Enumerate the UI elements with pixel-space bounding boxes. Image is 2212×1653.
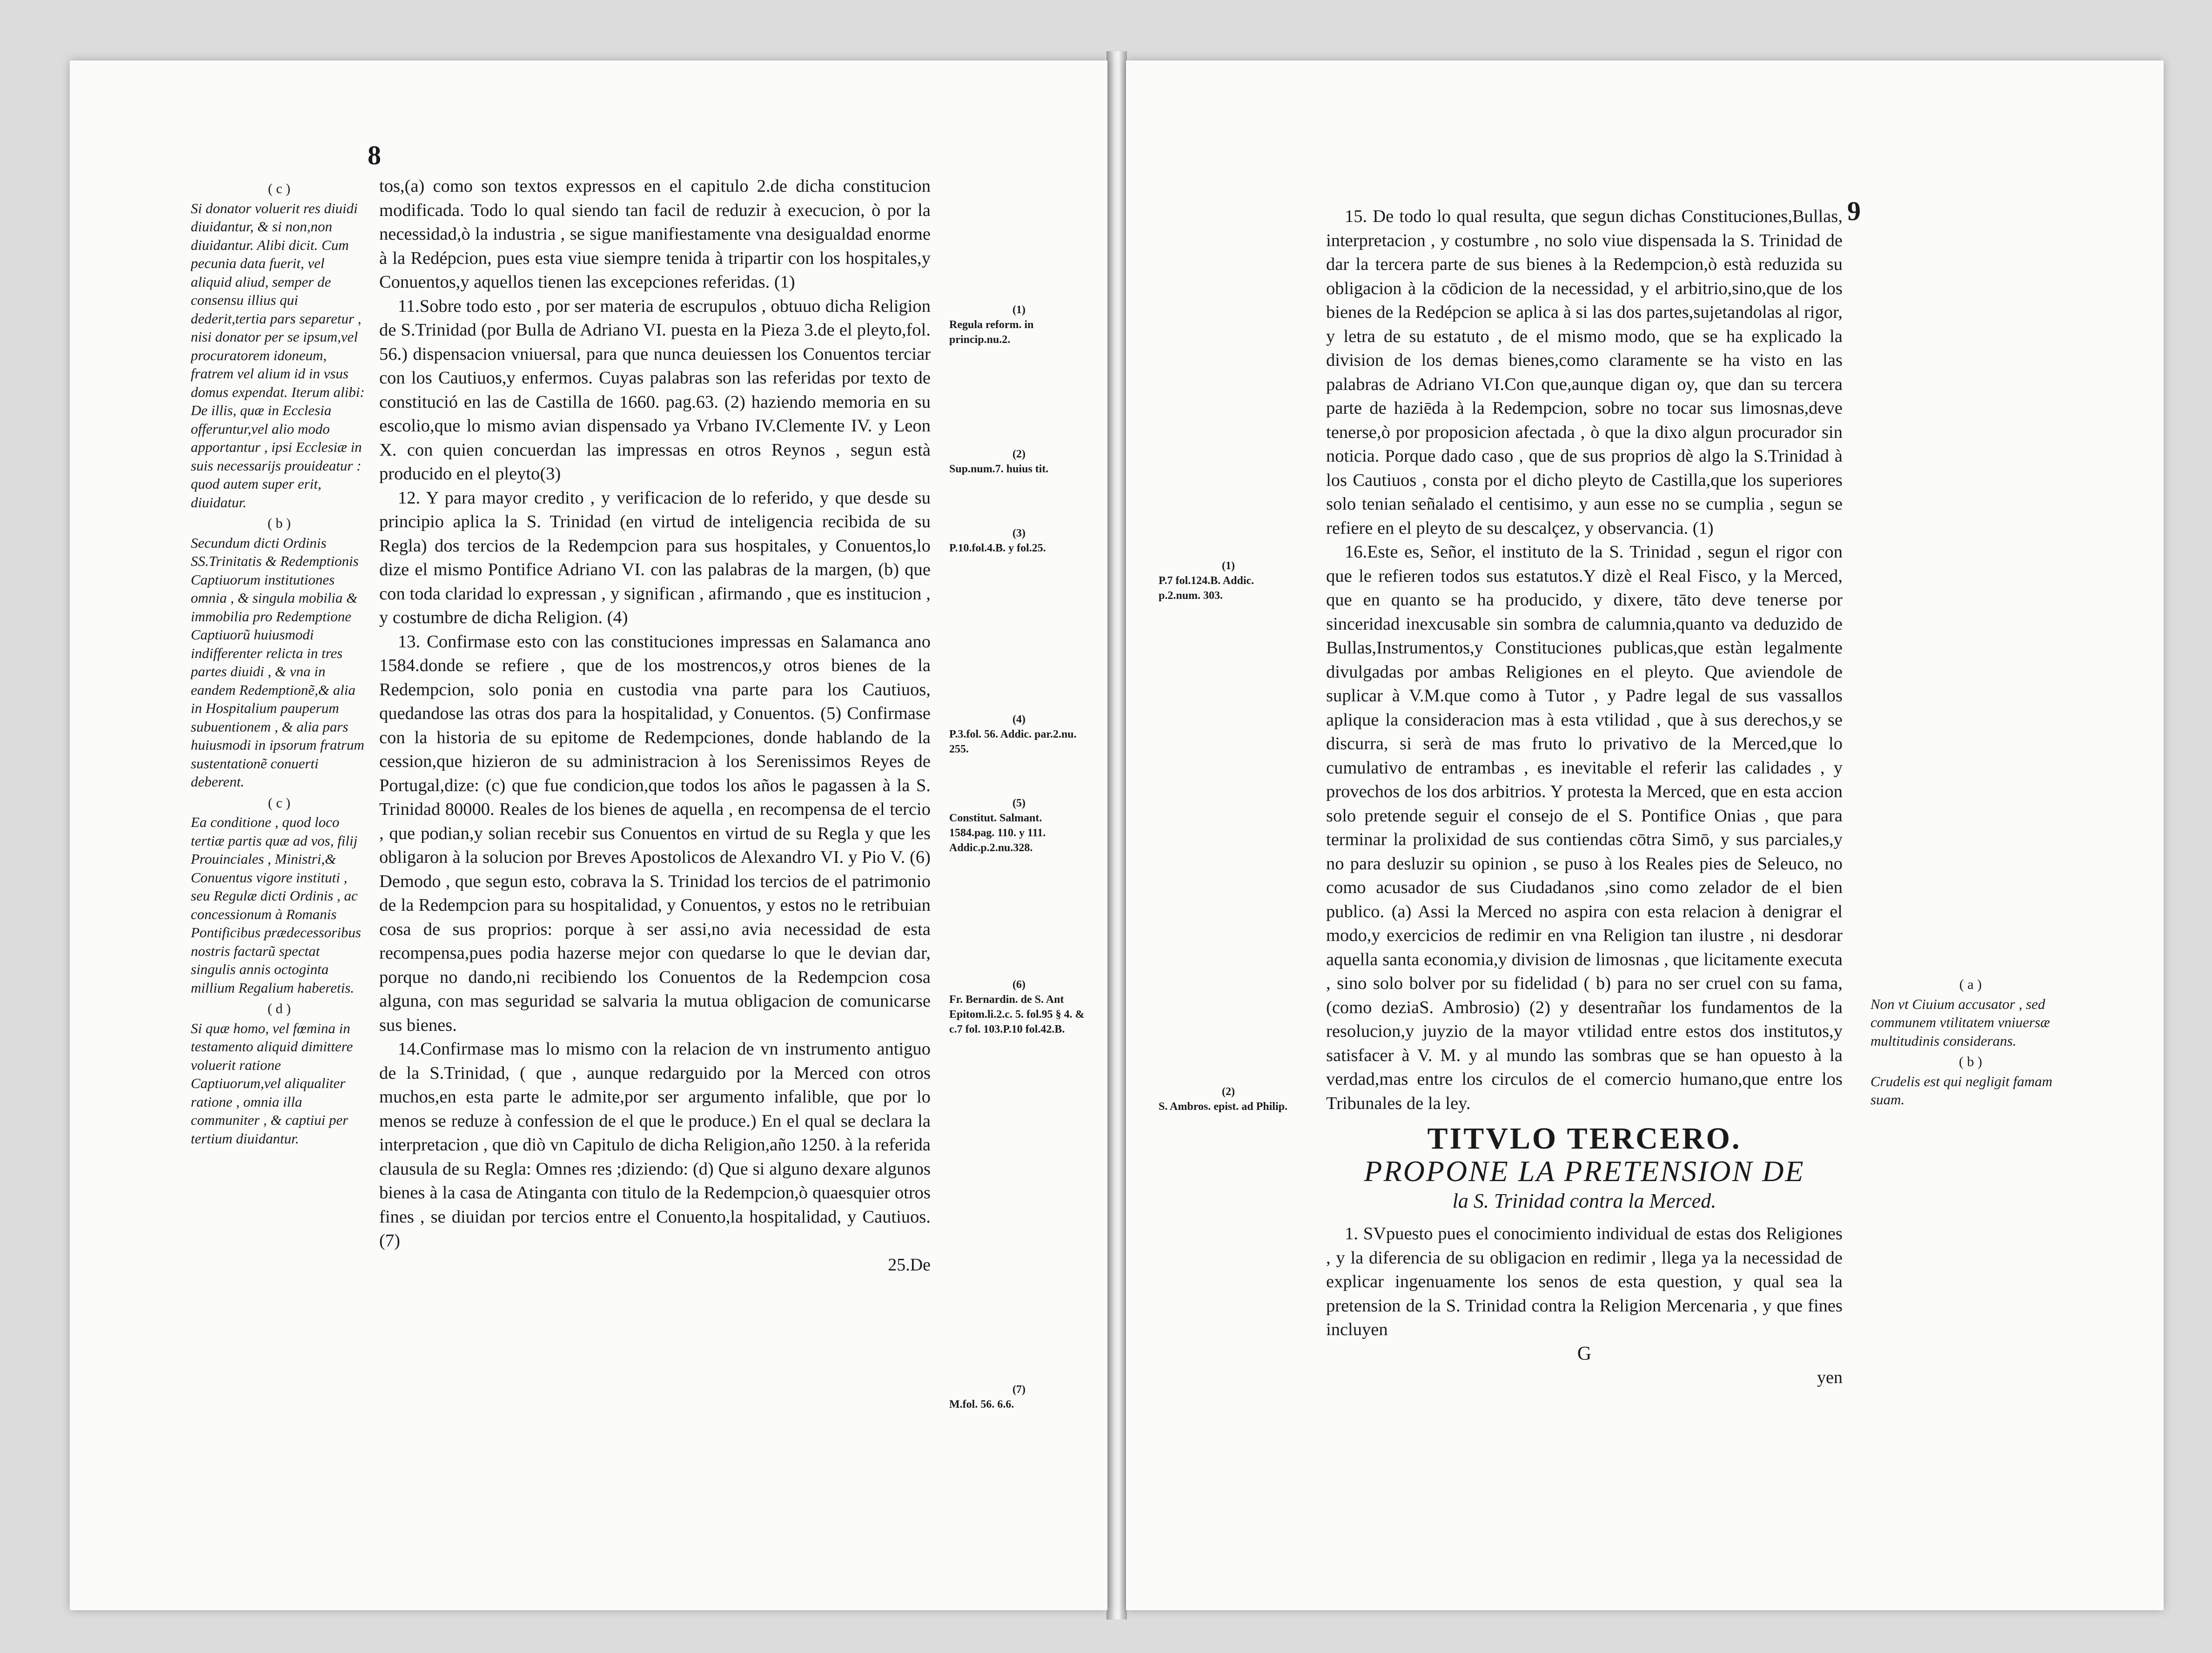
margin-note: (4) P.3.fol. 56. Addic. par.2.nu. 255.	[949, 713, 1077, 755]
main-paragraph: 16.Este es, Señor, el instituto de la S. Trinidad , segun el rigor con que le refieren todos sus estatutos.Y dizè el Real Fisco, y la Merced, que en quanto se ha producido, y dixere, tāto deve tenerse por sinceridad inexcusable sin sombra de calumnia,quanto va deduzido de Bullas,Instrumentos,y Constituciones publicas,que estàn legalmente divulgadas por ambas Religiones en el pleyto. Que aviendole de suplicar à V.M.que como à Tutor , y Padre legal de sus vassallos aplique la consideracion mas à esta vtilidad , que à sus derechos,y se discurra, si serà de mas fruto lo privativo de la Merced,que lo cumulativo de entrambas , es inevitable el referir las calidades , y provechos de los dos arbitrios. Y protesta la Merced, que en esta accion solo pretende seguir el consejo de el S. Pontifice Onias , que para terminar la prolixidad de sus contiendas cōtra Simō, y sus parciales,y no para desluzir su opinion , se puso à los Reales pies de Seleuco, no como acusador de sus Ciudadanos ,sino como zelador de el bien publico. (a) Assi la Merced no aspira con esta relacion à denigrar el modo,y exercicios de redimir en vna Religion tan ilustre , ni desdorar aquella santa economia,y division de limosnas , que licitamente executa , sino solo bolver por su fidelidad ( b) para no ser cruel con su fama, (como deziaS. Ambrosio) (2) y desentrañar los fundamentos de la resolucion,y juyzio de la mayor vtilidad entre estos dos institutos,y satisfacer à V. M. y al mundo las sombras que se han opuesto à la verdad,mas entre los circulos de el comercio humano,que entre los Tribunales de la ley.	[1326, 542, 1843, 1113]
section-heading: TITVLO TERCERO.	[1427, 1122, 1742, 1156]
margin-note: (7) M.fol. 56. 6.6.	[949, 1384, 1026, 1411]
page-number-left: 8	[368, 140, 381, 170]
main-paragraph: tos,(a) como son textos expressos en el capitulo 2.de dicha constitucion modificada. Todo lo qual siendo tan facil de reduzir à execucion, ò por la necessidad,ò la industria , se sigue manifiestamente vna desigualdad enorme à la Redépcion, pues esta viue siempre tenida à tripartir con los hospitales,y Conuentos,y aquellos tienen las excepciones referidas. (1)	[379, 176, 931, 292]
gloss-mark: ( c )	[268, 181, 291, 196]
section-subheading: PROPONE LA PRETENSION DE	[1364, 1154, 1805, 1188]
main-paragraph: 13. Confirmase esto con las constituciones impressas en Salamanca ano 1584.donde se refiere , que de los mostrencos,y otros bienes de la Redempcion, solo ponia en custodia vna parte para los Cautiuos, quedandose las otras dos para la hospitalidad, y Conuentos. (5) Confirmase con la historia de su epitome de Redempciones, donde hablando de la cession,que hizieron de su administracion à los Serenissimos Reyes de Portugal,dize: (c) que fue condicion,que todos los años le pagassen à la S. Trinidad 80000. Reales de los bienes de aquella , en recompensa de el tercio , que podian,y solian recebir sus Conuentos en virtud de su Regla y que les obligaron à la solucion por Breves Apostolicos de Alexandro VI. y Pio V. (6) Demodo , que segun esto, cobrava la S. Trinidad los tercios de el patrimonio de la Redempcion para su hospitalidad, y Conuentos, y estos no le retribuian cosa de sus proprios: porque à ser assi,no avia necessidad de esta recompensa,pues podia hazerse mejor con quedarse lo que le devian dar, porque no dando,ni recibiendo los Conuentos de la Redempcion cosa alguna, con mas seguridad se salvaria la mutua obligacion de comunicarse sus bienes.	[379, 632, 931, 1035]
main-paragraph: 11.Sobre todo esto , por ser materia de escrupulos , obtuuo dicha Religion de S.Trinidad (por Bulla de Adriano VI. puesta en la Pieza 3.de el pleyto,fol. 56.) dispensacion vniuersal, para que nunca deuiessen los Conuentos terciar con los Cautiuos,y enfermos. Cuyas palabras son las referidas por texto de constitució en las de Castilla de 1660. pag.63. (2) haziendo memoria en su escolio,que lo mismo avian dispensado ya Vrbano IV.Clemente IV. y Leon X. con quien concuerdan las impressas en otros Reynos , segun està producido en el pleyto(3)	[379, 296, 931, 484]
margin-note: (2) S. Ambros. epist. ad Philip.	[1159, 1086, 1287, 1113]
left-gloss-column	[191, 177, 368, 1522]
gloss-mark: ( b )	[268, 516, 291, 531]
signature-mark: G	[1577, 1343, 1592, 1364]
margin-note: (5) Constitut. Salmant. 1584.pag. 110. y 111. Addic.p.2.nu.328.	[949, 797, 1046, 854]
gloss-text: Non vt Ciuium accusator , sed communem vtilitatem vniuersæ multitudinis considerans.	[1870, 995, 2050, 1049]
gloss-text: Ea conditione , quod loco tertiæ partis quæ ad vos, filij Prouinciales , Ministri,& Conuentus vigore instituti , seu Regulæ dicti Ordinis , ac concessionum à Romanis Pontificibus prædecessoribus nostris factarũ spectat singulis annis octoginta millium Regalium haberetis.	[191, 814, 361, 996]
main-paragraph: 1. SVpuesto pues el conocimiento individual de estas dos Religiones , y la diferencia de su obligacion en redimir , llega ya la necessidad de explicar ingenuamente los senos de esta question, y qual sea la pretension de la S. Trinidad contra la Religion Mercenaria , y que fines incluyen	[1326, 1224, 1843, 1339]
margin-note: (1) Regula reform. in princip.nu.2.	[949, 304, 1034, 346]
gloss-mark: ( a )	[1959, 977, 1982, 992]
margin-note: (1) P.7 fol.124.B. Addic. p.2.num. 303.	[1159, 560, 1254, 602]
left-main-text	[379, 175, 931, 1515]
gloss-mark: ( c )	[268, 795, 291, 811]
book-gutter	[1106, 51, 1127, 1619]
margin-note: (6) Fr. Bernardin. de S. Ant Epitom.li.2.c. 5. fol.95 § 4. & c.7 fol. 103.P.10 fol.42.B.	[949, 979, 1085, 1035]
right-gloss-column	[1870, 973, 2071, 1205]
section-subheading-line2: la S. Trinidad contra la Merced.	[1452, 1189, 1716, 1212]
gloss-text: Secundum dicti Ordinis SS.Trinitatis & Redemptionis Captiuorum institutiones omnia , & singula mobilia & immobilia pro Redemptione Captiuorũ huiusmodi indifferenter relicta in tres partes diuidi , & vna in eandem Redemptionẽ,& alia in Hospitalium pauperum subuentionem , & alia pars huiusmodi in ipsorum fratrum sustentationẽ conuerti deberent.	[191, 534, 364, 790]
gloss-mark: ( d )	[268, 1001, 291, 1016]
catchword: yen	[1817, 1368, 1843, 1387]
page-number-right: 9	[1847, 196, 1861, 226]
margin-note: (3) P.10.fol.4.B. y fol.25.	[949, 527, 1046, 554]
margin-note: (2) Sup.num.7. huius tit.	[949, 448, 1049, 475]
right-main-text	[1326, 205, 1843, 1578]
right-page	[1126, 60, 2164, 1610]
gloss-text: Si quæ homo, vel fœmina in testamento aliquid dimittere voluerit ratione Captiuorum,vel aliqualiter ratione , omnia illa communiter , & captiui per tertium diuidantur.	[191, 1020, 353, 1147]
gloss-text: Si donator voluerit res diuidi diuidantur, & si non,non diuidantur. Alibi dicit. Cum pecunia data fuerit, vel aliquid aliud, semper de consensu illius qui dederit,tertia pars separetur , nisi donator per se ipsum,vel procuratorem idoneum, fratrem vel alium id in vsus domus expendat. Iterum alibi: De illis, quæ in Ecclesia offeruntur,vel alio modo apportantur , ipsi Ecclesiæ in suis necessarijs prouideatur : quod autem super erit, diuidatur.	[191, 200, 365, 511]
main-paragraph: 15. De todo lo qual resulta, que segun dichas Constituciones,Bullas, interpretacion , y costumbre , no solo viue dispensada la S. Trinidad de dar la tercera parte de sus bienes à la Redempcion,ò està reduzida su obligacion à la cōdicion de la necessidad, y el arbitrio,sino,que de los bienes de la Redépcion se aplica à si las dos partes,sujetandolas al rigor, y letra de su estatuto , de el mismo modo, que se ha explicado la division de los demas bienes,como claramente se ha visto en las palabras de Adriano VI.Con que,aunque digan oy, que dan su tercera parte de haziēda à la Redempcion, sobre no tocar sus limosnas,deve tenerse,ò por proposicion afectada , ò que la dixo algun procurador sin noticia. Porque dado caso , que de sus proprios dè algo la S.Trinidad à los Cautiuos , consta por el dicho pleyto de Castilla,que los superiores solo tenian señalado el centisimo, y aun esse no se cumplia , segun se refiere en el pleyto de su descalçez, y observancia. (1)	[1326, 207, 1843, 538]
gloss-mark: ( b )	[1959, 1054, 1982, 1069]
main-paragraph: 14.Confirmase mas lo mismo con la relacion de vn instrumento antiguo de la S.Trinidad, ( que , aunque redarguido por la Merced con otros muchos,en esta parte le admite,por ser argumento infalible, que por lo menos se reduze à confession de el que le produce.) En el qual se declara la interpretacion , que diò vn Capitulo de dicha Religion,año 1250. à la referida clausula de su Regla: Omnes res ;diziendo: (d) Que si alguno dexare algunos bienes à la casa de Atinganta con titulo de la Redempcion,ò quaesquier otros fines , se diuidan por tercios entre el Conuento,la hospitalidad, y Cautiuos. (7)	[379, 1039, 931, 1250]
catchword: 25.De	[888, 1255, 931, 1275]
gloss-text: Crudelis est qui negligit famam suam.	[1870, 1073, 2052, 1108]
left-page	[70, 60, 1107, 1610]
main-paragraph: 12. Y para mayor credito , y verificacion de lo referido, y que desde su principio aplica la S. Trinidad (en virtud de inteligencia recibida de su Regla) dos tercios de la Redempcion para sus hospitales, y Conuentos,lo dize el mismo Pontifice Adriano VI. con las palabras de la margen, (b) que con toda claridad lo expressan , y significan , afirmando , que es institucion , y costumbre de dicha Religion. (4)	[379, 488, 931, 627]
